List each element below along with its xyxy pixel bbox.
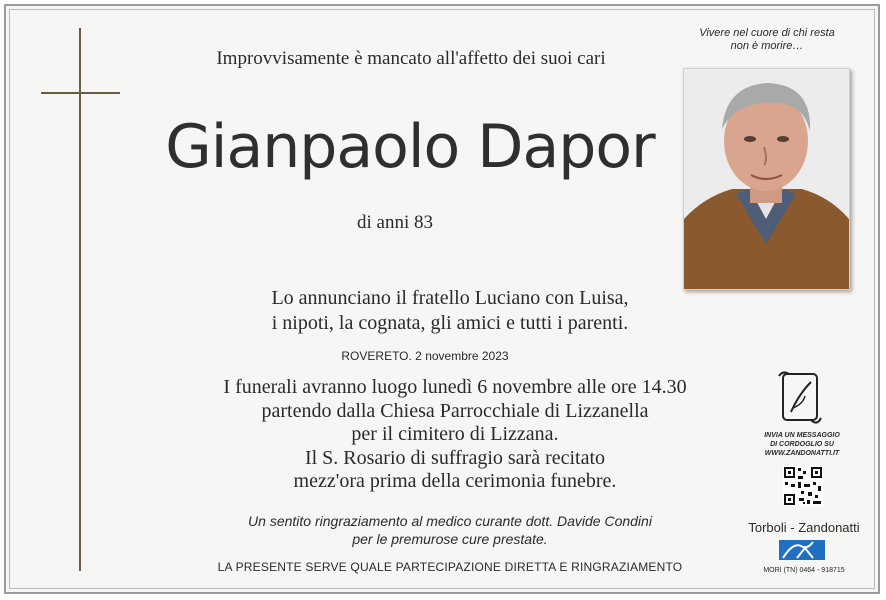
- cross-icon-bar: [41, 92, 120, 94]
- deceased-name: Gianpaolo Dapor: [165, 112, 655, 182]
- message-line: DI CORDOGLIO SU: [770, 441, 834, 448]
- announcement: [190, 286, 710, 336]
- thanks-line: Un sentito ringraziamento al medico curante dott. Davide Condini: [248, 513, 652, 529]
- funeral-line: Il S. Rosario di suffragio sarà recitato: [304, 446, 606, 469]
- quote-line: non è morire…: [730, 40, 804, 52]
- announcement-line: Lo annunciano il fratello Luciano con Luisa,: [271, 287, 629, 309]
- qr-code-icon[interactable]: [783, 466, 823, 511]
- funeral-line: mezz'ora prima della cerimonia funebre.: [293, 470, 617, 492]
- message-line: WWW.ZANDONATTI.IT: [764, 450, 840, 457]
- portrait-photo: [683, 68, 850, 290]
- funeral-line: partendo dalla Chiesa Parrocchiale di Lizzanella: [261, 399, 649, 422]
- memorial-quote: [684, 27, 850, 53]
- funeral-line: per il cimitero di Lizzana.: [351, 423, 559, 445]
- announcement-line: i nipoti, la cognata, gli amici e tutti i parenti.: [271, 312, 629, 334]
- scroll-quill-icon[interactable]: [775, 368, 825, 431]
- age-text: di anni 83: [357, 212, 433, 233]
- funeral-details: [170, 376, 740, 494]
- condolence-message-link[interactable]: [750, 431, 854, 458]
- funeral-line: I funerali avranno luogo lunedì 6 novembre alle ore 14.30: [223, 376, 687, 398]
- thanks-text: [200, 512, 700, 548]
- quote-line: Vivere nel cuore di chi resta: [699, 27, 835, 39]
- funeral-home-logo-icon: [779, 538, 825, 567]
- place-date: ROVERETO. 2 novembre 2023: [341, 349, 509, 363]
- funeral-home-name: Torboli - Zandonatti: [748, 520, 860, 535]
- intro-text: Improvvisamente è mancato all'affetto dei suoi cari: [216, 48, 606, 69]
- message-line: INVIA UN MESSAGGIO: [764, 432, 840, 439]
- funeral-home-contact: MORI (TN) 0464 - 918715: [763, 567, 845, 574]
- cross-icon: [79, 28, 81, 571]
- footer-text: LA PRESENTE SERVE QUALE PARTECIPAZIONE DIRETTA E RINGRAZIAMENTO: [217, 560, 683, 574]
- thanks-line: per le premurose cure prestate.: [352, 531, 548, 547]
